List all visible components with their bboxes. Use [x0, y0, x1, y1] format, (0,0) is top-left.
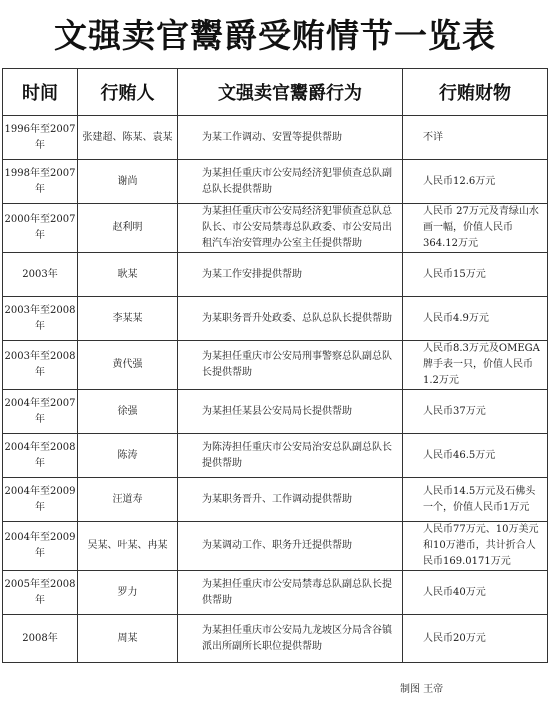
cell-gift: [403, 571, 548, 615]
act-text: 为某担任某县公安局局长提供帮助: [202, 405, 352, 417]
cell-briber: 吴某、叶某、冉某: [78, 522, 178, 571]
cell-act: [178, 571, 403, 615]
act-text: 为陈涛担任重庆市公安局治安总队副总队长提供帮助: [202, 441, 392, 469]
gift-text: 人民币14.5万元及石佛头一个，价值人民币1万元: [423, 485, 536, 513]
table-row: [3, 522, 548, 571]
act-text: 为某担任重庆市公安局刑事警察总队副总队长提供帮助: [202, 351, 392, 378]
cell-act: [178, 341, 403, 390]
header-gift: 行贿财物: [403, 69, 548, 116]
gift-text: 人民币37万元: [423, 405, 486, 417]
gift-text: 人民币8.3万元及OMEGA牌手表一只，价值人民币1.2万元: [423, 343, 540, 386]
cell-act: [178, 390, 403, 434]
act-text: 为某工作安排提供帮助: [202, 268, 302, 280]
cell-act: [178, 522, 403, 571]
table-row: [3, 390, 548, 434]
gift-text: 人民币46.5万元: [423, 449, 496, 461]
act-text: 为某调动工作、职务升迁提供帮助: [202, 540, 352, 551]
gift-text: 人民币77万元、10万美元和10万港币，共计折合人民币169.0171万元: [423, 524, 539, 567]
gift-text: 人民币4.9万元: [423, 312, 489, 324]
cell-time: 1996年至2007年: [3, 116, 78, 160]
cell-gift: [403, 390, 548, 434]
cell-briber: 周某: [78, 615, 178, 663]
table-row: [3, 160, 548, 204]
act-text: 为某工作调动、安置等提供帮助: [202, 131, 342, 143]
act-text: 为某职务晋升处政委、总队总队长提供帮助: [202, 312, 392, 324]
cell-gift: [403, 615, 548, 663]
cell-gift: [403, 116, 548, 160]
table-row: [3, 434, 548, 478]
header-briber: 行贿人: [78, 69, 178, 116]
cell-time: 2004年至2008年: [3, 434, 78, 478]
gift-text: 不详: [423, 131, 443, 143]
act-text: 为某担任重庆市公安局经济犯罪侦查总队副总队长提供帮助: [202, 167, 392, 195]
cell-time: 2004年至2009年: [3, 478, 78, 522]
cell-gift: [403, 204, 548, 253]
cell-briber: 黄代强: [78, 341, 178, 390]
cell-time: 2003年至2008年: [3, 341, 78, 390]
graphic-credit: 制图 王帝: [400, 684, 444, 695]
table-row: [3, 204, 548, 253]
page-title: 文强卖官鬻爵受贿情节一览表: [54, 16, 496, 55]
cell-briber: 徐强: [78, 390, 178, 434]
cell-gift: [403, 522, 548, 571]
bribery-table: [2, 68, 548, 663]
cell-time: 2003年至2008年: [3, 297, 78, 341]
cell-time: 2004年至2009年: [3, 522, 78, 571]
cell-act: [178, 615, 403, 663]
gift-text: 人民币 27万元及青绿山水画一幅，价值人民币364.12万元: [423, 206, 539, 249]
table-header-row: [3, 69, 548, 116]
cell-time: 2005年至2008年: [3, 571, 78, 615]
act-text: 为某职务晋升、工作调动提供帮助: [202, 493, 352, 505]
cell-gift: [403, 341, 548, 390]
gift-text: 人民币20万元: [423, 632, 486, 644]
cell-act: [178, 478, 403, 522]
cell-briber: 耿某: [78, 253, 178, 297]
table-row: [3, 571, 548, 615]
cell-gift: [403, 253, 548, 297]
cell-briber: 谢尚: [78, 160, 178, 204]
cell-act: [178, 204, 403, 253]
act-text: 为某担任重庆市公安局经济犯罪侦查总队总队长、市公安局禁毒总队政委、市公安局出租汽车治安管理办公室主任提供帮助: [202, 206, 392, 249]
header-act: 文强卖官鬻爵行为: [178, 69, 403, 116]
table-row: [3, 253, 548, 297]
cell-briber: 李某某: [78, 297, 178, 341]
cell-time: 2004年至2007年: [3, 390, 78, 434]
gift-text: 人民币12.6万元: [423, 175, 496, 187]
gift-text: 人民币40万元: [423, 586, 486, 598]
cell-gift: [403, 478, 548, 522]
cell-time: 2003年: [3, 253, 78, 297]
cell-act: [178, 253, 403, 297]
table-row: [3, 297, 548, 341]
cell-briber: 罗力: [78, 571, 178, 615]
table-row: [3, 478, 548, 522]
cell-briber: 张建超、陈某、袁某: [78, 116, 178, 160]
cell-gift: [403, 160, 548, 204]
cell-act: [178, 160, 403, 204]
gift-text: 人民币15万元: [423, 268, 486, 280]
cell-briber: 汪道寿: [78, 478, 178, 522]
cell-act: [178, 297, 403, 341]
cell-briber: 陈涛: [78, 434, 178, 478]
table-row: [3, 341, 548, 390]
cell-time: 2008年: [3, 615, 78, 663]
table-row: [3, 615, 548, 663]
cell-act: [178, 434, 403, 478]
act-text: 为某担任重庆市公安局禁毒总队副总队长提供帮助: [202, 578, 392, 606]
cell-time: 1998年至2007年: [3, 160, 78, 204]
cell-gift: [403, 297, 548, 341]
cell-act: [178, 116, 403, 160]
cell-gift: [403, 434, 548, 478]
cell-briber: 赵利明: [78, 204, 178, 253]
act-text: 为某担任重庆市公安局九龙坡区分局含谷镇派出所副所长职位提供帮助: [202, 624, 392, 652]
header-time: 时间: [3, 69, 78, 116]
table-row: [3, 116, 548, 160]
cell-time: 2000年至2007年: [3, 204, 78, 253]
